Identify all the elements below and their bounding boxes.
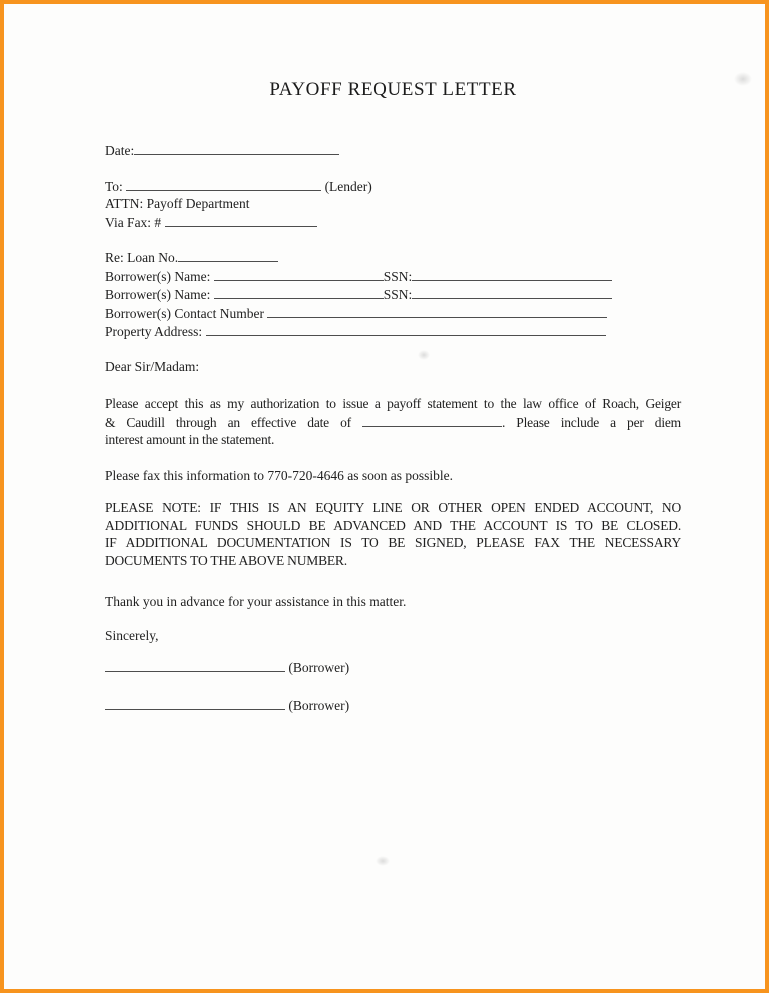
thank-you-sentence: Thank you in advance for your assistance in this matter. bbox=[105, 594, 407, 609]
letter-content bbox=[4, 78, 765, 715]
signature-row-1 bbox=[105, 658, 681, 677]
fax-instruction-after: as soon as possible. bbox=[347, 467, 453, 483]
property-address-blank bbox=[206, 322, 606, 336]
borrower2-ssn-blank bbox=[412, 285, 612, 299]
closing-sincerely: Sincerely, bbox=[105, 627, 159, 643]
fax-number-blank bbox=[165, 213, 317, 227]
to-row bbox=[105, 177, 681, 196]
fax-instruction-sentence bbox=[105, 467, 681, 485]
contact-number-label: Borrower(s) Contact Number bbox=[105, 305, 264, 321]
borrower1-signature-suffix: (Borrower) bbox=[288, 660, 350, 675]
recipient-block bbox=[105, 177, 681, 232]
date-label: Date: bbox=[105, 143, 135, 158]
date-row bbox=[105, 141, 681, 160]
via-fax-label: Via Fax: # bbox=[105, 214, 162, 230]
loan-no-blank bbox=[178, 248, 278, 262]
contact-number-row bbox=[105, 304, 681, 323]
borrower2-signature-blank bbox=[105, 696, 285, 710]
lender-suffix: (Lender) bbox=[324, 178, 372, 194]
please-note-paragraph bbox=[105, 499, 681, 569]
document-title: PAYOFF REQUEST LETTER bbox=[269, 79, 517, 100]
borrower2-row bbox=[105, 285, 681, 304]
paragraph-line: PLEASE NOTE: IF THIS IS AN EQUITY LINE OR OTHER OPEN ENDED ACCOUNT, NO bbox=[105, 500, 681, 515]
scan-artifact bbox=[376, 856, 390, 866]
paragraph-line: interest amount in the statement. bbox=[105, 432, 275, 447]
borrower1-ssn-label: SSN: bbox=[383, 268, 413, 284]
via-fax-row bbox=[105, 213, 681, 232]
lender-name-blank bbox=[126, 177, 321, 191]
property-address-label: Property Address: bbox=[105, 324, 203, 339]
property-address-row bbox=[105, 322, 681, 341]
borrower2-name-blank bbox=[214, 285, 384, 299]
contact-number-blank bbox=[267, 304, 607, 318]
fax-instruction-before: Please fax this information to bbox=[105, 467, 264, 483]
effective-date-blank bbox=[362, 413, 502, 427]
date-blank bbox=[134, 141, 339, 155]
loan-reference-block bbox=[105, 248, 681, 341]
borrower2-ssn-label: SSN: bbox=[383, 287, 413, 302]
signature-row-2 bbox=[105, 696, 681, 715]
effective-date-text-after: . Please include a per diem bbox=[502, 414, 681, 430]
paragraph-line: ADDITIONAL FUNDS SHOULD BE ADVANCED AND THE ACCOUNT IS TO BE CLOSED. bbox=[105, 517, 681, 533]
authorization-paragraph bbox=[105, 395, 681, 449]
paragraph-line: IF ADDITIONAL DOCUMENTATION IS TO BE SIGNED, PLEASE FAX THE NECESSARY bbox=[105, 535, 681, 550]
borrower2-signature-suffix: (Borrower) bbox=[288, 698, 350, 713]
to-label: To: bbox=[105, 178, 123, 194]
borrower1-name-blank bbox=[214, 267, 384, 281]
borrower1-ssn-blank bbox=[412, 267, 612, 281]
paragraph-line: Please accept this as my authorization to issue a payoff statement to the law office of Roach, Geiger bbox=[105, 396, 681, 411]
borrower1-signature-blank bbox=[105, 658, 285, 672]
fax-number: 770-720-4646 bbox=[267, 467, 344, 483]
borrower1-row bbox=[105, 267, 681, 286]
paragraph-line bbox=[105, 413, 681, 432]
loan-no-label: Re: Loan No. bbox=[105, 250, 179, 265]
borrower2-name-label: Borrower(s) Name: bbox=[105, 287, 211, 302]
borrower1-name-label: Borrower(s) Name: bbox=[105, 268, 211, 284]
paragraph-line: DOCUMENTS TO THE ABOVE NUMBER. bbox=[105, 552, 347, 568]
effective-date-text-before: & Caudill through an effective date of bbox=[105, 414, 351, 430]
loan-no-row bbox=[105, 248, 681, 267]
attn-row: ATTN: Payoff Department bbox=[105, 196, 250, 211]
salutation: Dear Sir/Madam: bbox=[105, 358, 200, 374]
